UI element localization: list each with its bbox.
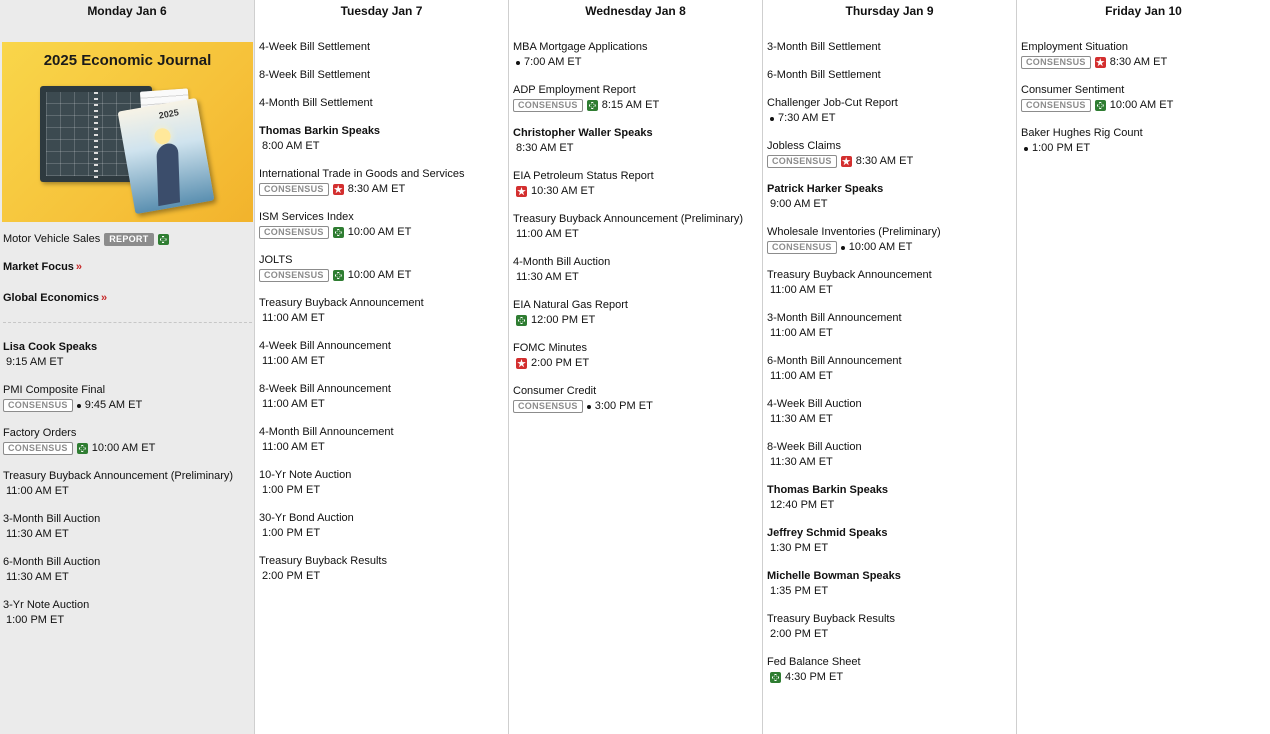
high-importance-icon: [516, 186, 527, 197]
chevron-right-icon: »: [75, 261, 83, 273]
calendar-event: [767, 268, 1014, 298]
event-name[interactable]: 4-Week Bill Auction: [767, 398, 862, 410]
day-header: Monday Jan 6: [87, 4, 167, 18]
event-time: 10:00 AM ET: [347, 269, 412, 281]
promo-title: 2025 Economic Journal: [43, 52, 212, 69]
event-time: 1:00 PM ET: [6, 614, 65, 626]
event-time: 11:00 AM ET: [516, 228, 579, 240]
event-name[interactable]: Treasury Buyback Announcement: [767, 269, 932, 281]
calendar-event: [1021, 40, 1268, 70]
event-name[interactable]: 6-Month Bill Announcement: [767, 355, 902, 367]
event-time: 11:30 AM ET: [6, 571, 69, 583]
event-meta: [3, 355, 252, 370]
event-time: 10:00 AM ET: [848, 241, 913, 253]
calendar-event: [767, 354, 1014, 384]
calendar-event: [513, 40, 760, 70]
bullet-icon: [841, 246, 845, 250]
event-meta: [767, 670, 1014, 685]
event-meta: [259, 397, 506, 412]
bullet-icon: [516, 61, 520, 65]
event-time: 10:30 AM ET: [531, 185, 595, 197]
event-meta: [767, 240, 1014, 255]
calendar-event: [513, 341, 760, 371]
calendar-event: [259, 210, 506, 240]
event-time: 2:00 PM ET: [770, 628, 829, 640]
day-column-tuesday: [255, 0, 509, 734]
event-name[interactable]: Consumer Sentiment: [1021, 84, 1125, 96]
event-time: 8:30 AM ET: [855, 155, 914, 167]
calendar-event: [513, 298, 760, 328]
event-meta: [1021, 55, 1268, 70]
day-column-monday: [0, 0, 255, 734]
consensus-badge[interactable]: CONSENSUS: [767, 241, 837, 254]
event-time: 8:30 AM ET: [1109, 56, 1168, 68]
event-meta: [259, 354, 506, 369]
event-name[interactable]: ISM Services Index: [259, 211, 354, 223]
event-name[interactable]: Motor Vehicle Sales: [3, 233, 101, 245]
day-header: Thursday Jan 9: [845, 4, 934, 18]
bullet-icon: [1024, 147, 1028, 151]
calendar-event: [259, 124, 506, 154]
bullet-icon: [587, 405, 591, 409]
day-header: Tuesday Jan 7: [340, 4, 423, 18]
day-column-thursday: [763, 0, 1017, 734]
day-column-wednesday: [509, 0, 763, 734]
calendar-event: [767, 440, 1014, 470]
market-moving-icon: [158, 234, 169, 245]
event-time: 11:00 AM ET: [262, 312, 325, 324]
market-moving-icon: [77, 443, 88, 454]
event-meta: [259, 526, 506, 541]
event-meta: [259, 311, 506, 326]
event-name[interactable]: 3-Month Bill Settlement: [767, 41, 881, 53]
event-name[interactable]: 30-Yr Bond Auction: [259, 512, 354, 524]
consensus-badge[interactable]: CONSENSUS: [1021, 56, 1091, 69]
event-name[interactable]: Thomas Barkin Speaks: [259, 125, 381, 137]
event-time: 9:00 AM ET: [770, 198, 828, 210]
event-time: 7:00 AM ET: [524, 56, 582, 68]
event-time: 12:00 PM ET: [531, 314, 596, 326]
day-body: [1021, 40, 1268, 169]
event-name[interactable]: 4-Month Bill Auction: [513, 256, 611, 268]
event-name[interactable]: 4-Week Bill Announcement: [259, 340, 391, 352]
event-time: 8:15 AM ET: [601, 99, 660, 111]
divider: [3, 322, 252, 324]
calendar-event: [3, 426, 252, 456]
event-time: 1:00 PM ET: [262, 527, 321, 539]
day-body: [259, 40, 506, 597]
day-body: [767, 40, 1014, 698]
event-time: 10:00 AM ET: [347, 226, 412, 238]
calendar-event: [3, 555, 252, 585]
event-name[interactable]: International Trade in Goods and Services: [259, 168, 465, 180]
event-name[interactable]: Treasury Buyback Results: [767, 613, 895, 625]
event-time: 8:30 AM ET: [516, 142, 574, 154]
consensus-badge[interactable]: CONSENSUS: [513, 400, 583, 413]
event-time: 10:00 AM ET: [1109, 99, 1174, 111]
event-name[interactable]: Patrick Harker Speaks: [767, 183, 884, 195]
event-name[interactable]: 8-Week Bill Announcement: [259, 383, 391, 395]
event-time: 1:00 PM ET: [1032, 142, 1091, 154]
event-time: 1:35 PM ET: [770, 585, 829, 597]
calendar-event: [259, 554, 506, 584]
chevron-right-icon: »: [100, 292, 108, 304]
event-time: 11:30 AM ET: [770, 456, 833, 468]
event-name[interactable]: Jobless Claims: [767, 140, 841, 152]
calendar-event: [767, 526, 1014, 556]
event-meta: [767, 541, 1014, 556]
event-name[interactable]: ADP Employment Report: [513, 84, 636, 96]
event-meta: [3, 613, 252, 628]
event-meta: [513, 55, 760, 70]
calendar-event: [259, 511, 506, 541]
event-meta: [767, 455, 1014, 470]
event-name[interactable]: Treasury Buyback Results: [259, 555, 387, 567]
calendar-event: [259, 96, 506, 111]
event-time: 12:40 PM ET: [770, 499, 835, 511]
calendar-event: [767, 612, 1014, 642]
calendar-event: [767, 40, 1014, 55]
calendar-event: [259, 253, 506, 283]
bullet-icon: [77, 404, 81, 408]
event-time: 1:00 PM ET: [262, 484, 321, 496]
event-name[interactable]: Treasury Buyback Announcement (Preliminary): [513, 213, 744, 225]
event-name[interactable]: 6-Month Bill Auction: [3, 556, 101, 568]
event-meta: [767, 326, 1014, 341]
event-name[interactable]: 10-Yr Note Auction: [259, 469, 352, 481]
event-meta: [259, 268, 506, 283]
event-name[interactable]: 3-Yr Note Auction: [3, 599, 90, 611]
event-time: 11:00 AM ET: [6, 485, 69, 497]
event-meta: [3, 484, 252, 499]
event-name[interactable]: 3-Month Bill Announcement: [767, 312, 902, 324]
event-meta: [513, 141, 760, 156]
event-name[interactable]: Factory Orders: [3, 427, 77, 439]
section-link: [3, 260, 252, 275]
calendar-event: [767, 569, 1014, 599]
economic-journal-promo[interactable]: [2, 42, 253, 222]
event-time: 8:30 AM ET: [347, 183, 406, 195]
bullet-icon: [770, 117, 774, 121]
calendar-event: [1021, 83, 1268, 113]
event-meta: [767, 369, 1014, 384]
event-meta: [513, 313, 760, 328]
event-time: 7:30 AM ET: [778, 112, 836, 124]
calendar-event: [259, 339, 506, 369]
event-meta: [513, 98, 760, 113]
event-meta: [1021, 141, 1268, 156]
event-name[interactable]: Thomas Barkin Speaks: [767, 484, 889, 496]
global-economics-link[interactable]: [3, 291, 107, 306]
event-meta: [513, 184, 760, 199]
event-meta: [513, 356, 760, 371]
calendar-event: [767, 96, 1014, 126]
event-name[interactable]: 8-Week Bill Auction: [767, 441, 862, 453]
event-meta: [767, 154, 1014, 169]
event-time: 10:00 AM ET: [91, 442, 156, 454]
event-name[interactable]: Wholesale Inventories (Preliminary): [767, 226, 941, 238]
event-name[interactable]: Jeffrey Schmid Speaks: [767, 527, 888, 539]
event-name[interactable]: 3-Month Bill Auction: [3, 513, 101, 525]
calendar-event: [3, 383, 252, 413]
calendar-event: [767, 655, 1014, 685]
event-name[interactable]: 6-Month Bill Settlement: [767, 69, 881, 81]
market-moving-icon: [516, 315, 527, 326]
event-name[interactable]: FOMC Minutes: [513, 342, 587, 354]
event-name[interactable]: EIA Petroleum Status Report: [513, 170, 654, 182]
calendar-event: [3, 512, 252, 542]
event-time: 11:00 AM ET: [262, 355, 325, 367]
market-moving-icon: [1095, 100, 1106, 111]
calendar-event: [259, 382, 506, 412]
event-time: 11:00 AM ET: [770, 370, 833, 382]
link-label: Global Economics: [3, 292, 99, 304]
high-importance-icon: [841, 156, 852, 167]
calendar-event: [3, 340, 252, 370]
calendar-event: [3, 469, 252, 499]
market-moving-icon: [587, 100, 598, 111]
consensus-badge[interactable]: CONSENSUS: [3, 442, 73, 455]
calendar-event: [513, 126, 760, 156]
event-time: 11:00 AM ET: [770, 284, 833, 296]
high-importance-icon: [516, 358, 527, 369]
event-name[interactable]: MBA Mortgage Applications: [513, 41, 648, 53]
day-header: Friday Jan 10: [1105, 4, 1182, 18]
event-time: 11:30 AM ET: [6, 528, 69, 540]
event-meta: [767, 111, 1014, 126]
market-moving-icon: [770, 672, 781, 683]
link-label: Market Focus: [3, 261, 74, 273]
journal-cover-image: [118, 98, 215, 214]
report-badge[interactable]: REPORT: [104, 233, 153, 246]
event-meta: [1021, 98, 1268, 113]
calendar-event: [767, 397, 1014, 427]
event-time: 11:00 AM ET: [262, 441, 325, 453]
event-meta: [259, 139, 506, 154]
market-moving-icon: [333, 270, 344, 281]
event-meta: [259, 182, 506, 197]
event-time: 8:00 AM ET: [262, 140, 320, 152]
event-meta: [513, 227, 760, 242]
day-header: Wednesday Jan 8: [585, 4, 686, 18]
event-meta: [3, 527, 252, 542]
consensus-badge[interactable]: CONSENSUS: [3, 399, 73, 412]
calendar-event: [513, 212, 760, 242]
event-name[interactable]: 4-Month Bill Settlement: [259, 97, 373, 109]
calendar-event: [767, 139, 1014, 169]
event-meta: [767, 627, 1014, 642]
calendar-event: [259, 40, 506, 55]
event-name[interactable]: 8-Week Bill Settlement: [259, 69, 371, 81]
calendar-event: [259, 425, 506, 455]
event-meta: [767, 412, 1014, 427]
event-meta: [767, 584, 1014, 599]
calendar-event: [513, 384, 760, 414]
event-time: 2:00 PM ET: [262, 570, 321, 582]
event-meta: [259, 483, 506, 498]
event-time: 3:00 PM ET: [594, 400, 653, 412]
high-importance-icon: [1095, 57, 1106, 68]
event-name[interactable]: Challenger Job-Cut Report: [767, 97, 898, 109]
event-name[interactable]: EIA Natural Gas Report: [513, 299, 628, 311]
event-name[interactable]: 4-Month Bill Announcement: [259, 426, 394, 438]
event-meta: [767, 197, 1014, 212]
calendar-event: [767, 225, 1014, 255]
event-time: 11:00 AM ET: [262, 398, 325, 410]
event-time: 1:30 PM ET: [770, 542, 829, 554]
consensus-badge[interactable]: CONSENSUS: [1021, 99, 1091, 112]
calendar-event: [767, 68, 1014, 83]
event-name[interactable]: 4-Week Bill Settlement: [259, 41, 371, 53]
event-name[interactable]: Baker Hughes Rig Count: [1021, 127, 1143, 139]
consensus-badge[interactable]: CONSENSUS: [259, 226, 329, 239]
market-moving-icon: [333, 227, 344, 238]
event-time: 11:00 AM ET: [770, 327, 833, 339]
event-time: 11:30 AM ET: [516, 271, 579, 283]
event-name[interactable]: Consumer Credit: [513, 385, 597, 397]
event-meta: [3, 398, 252, 413]
event-meta: [767, 283, 1014, 298]
event-name[interactable]: Fed Balance Sheet: [767, 656, 861, 668]
calendar-event: [513, 169, 760, 199]
event-meta: [259, 225, 506, 240]
consensus-badge[interactable]: CONSENSUS: [259, 183, 329, 196]
event-name[interactable]: Employment Situation: [1021, 41, 1128, 53]
event-name[interactable]: Treasury Buyback Announcement (Preliminary): [3, 470, 234, 482]
high-importance-icon: [333, 184, 344, 195]
event-name[interactable]: Treasury Buyback Announcement: [259, 297, 424, 309]
event-meta: [767, 498, 1014, 513]
day-body: [3, 41, 252, 641]
event-meta: [3, 570, 252, 585]
event-time: 2:00 PM ET: [531, 357, 590, 369]
calendar-event: [259, 468, 506, 498]
event-line: [3, 232, 252, 247]
event-name[interactable]: Lisa Cook Speaks: [3, 341, 98, 353]
event-meta: [3, 441, 252, 456]
event-name[interactable]: PMI Composite Final: [3, 384, 106, 396]
calendar-event: [1021, 126, 1268, 156]
event-time: 9:15 AM ET: [6, 356, 64, 368]
consensus-badge[interactable]: CONSENSUS: [513, 99, 583, 112]
day-body: [513, 40, 760, 427]
day-column-friday: [1017, 0, 1270, 734]
event-time: 4:30 PM ET: [785, 671, 844, 683]
calendar-event: [767, 182, 1014, 212]
event-meta: [513, 270, 760, 285]
calendar-event: [767, 311, 1014, 341]
calendar-event: [513, 255, 760, 285]
event-meta: [259, 569, 506, 584]
calendar-event: [259, 167, 506, 197]
event-time: 11:30 AM ET: [770, 413, 833, 425]
consensus-badge[interactable]: CONSENSUS: [259, 269, 329, 282]
calendar-event: [767, 483, 1014, 513]
event-name[interactable]: Christopher Waller Speaks: [513, 127, 653, 139]
event-name[interactable]: Michelle Bowman Speaks: [767, 570, 901, 582]
event-meta: [259, 440, 506, 455]
calendar-event: [513, 83, 760, 113]
event-time: 9:45 AM ET: [84, 399, 143, 411]
calendar-event: [3, 232, 252, 247]
market-focus-link[interactable]: [3, 260, 82, 275]
section-link: [3, 291, 252, 306]
cover-year: 2025: [158, 107, 180, 121]
calendar-event: [259, 68, 506, 83]
event-meta: [513, 399, 760, 414]
event-name[interactable]: JOLTS: [259, 254, 293, 266]
calendar-event: [3, 598, 252, 628]
calendar-event: [259, 296, 506, 326]
consensus-badge[interactable]: CONSENSUS: [767, 155, 837, 168]
